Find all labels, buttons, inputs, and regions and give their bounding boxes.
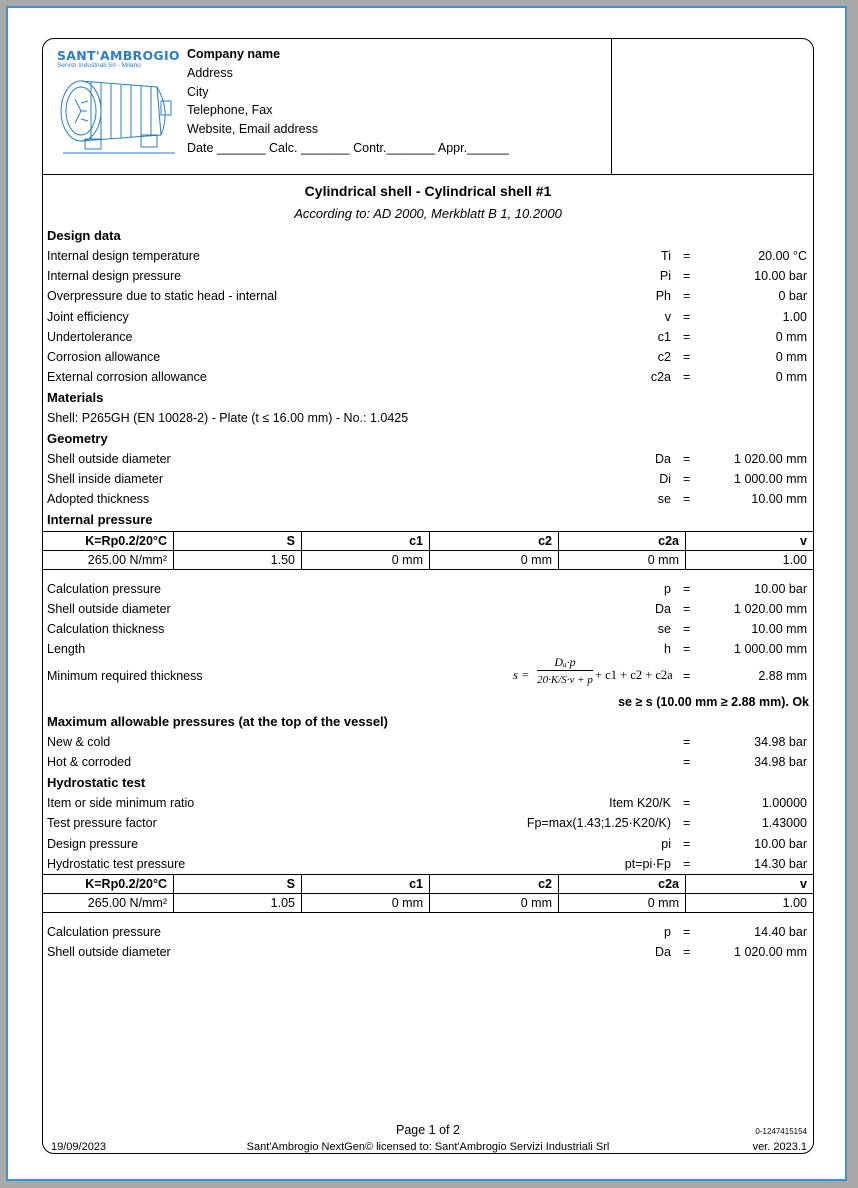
row-equals: = bbox=[683, 642, 691, 656]
table-header-cell: K=Rp0.2/20°C bbox=[85, 534, 167, 548]
formula-rest: + c1 + c2 + c2a bbox=[595, 668, 673, 682]
footer-date: 19/09/2023 bbox=[51, 1141, 107, 1153]
data-row bbox=[47, 619, 807, 639]
row-symbol: pi bbox=[661, 836, 671, 851]
report-subtitle: According to: AD 2000, Merkblatt B 1, 10.2000 bbox=[294, 206, 562, 221]
row-equals: = bbox=[683, 856, 691, 871]
row-label: Overpressure due to static head - internal bbox=[47, 289, 277, 304]
row-symbol: Da bbox=[655, 452, 671, 466]
row-label: Shell outside diameter bbox=[47, 602, 171, 616]
table-divider bbox=[173, 532, 174, 569]
row-value: 34.98 bar bbox=[754, 755, 807, 769]
data-row bbox=[47, 732, 807, 752]
data-row bbox=[47, 449, 807, 469]
row-symbol: c2 bbox=[657, 350, 671, 364]
row-label: Calculation pressure bbox=[47, 925, 161, 939]
row-value: 14.30 bar bbox=[754, 856, 807, 871]
table-header-cell: c2a bbox=[658, 877, 679, 891]
table-divider bbox=[301, 875, 302, 912]
header-divider bbox=[611, 39, 612, 174]
row-value: 1 020.00 mm bbox=[734, 452, 807, 466]
row-value: 10.00 bar bbox=[754, 269, 807, 284]
materials-heading: Materials bbox=[47, 390, 104, 405]
row-value: 0 mm bbox=[775, 350, 807, 364]
row-value: 0 bar bbox=[778, 289, 807, 304]
data-row bbox=[47, 489, 807, 509]
row-equals: = bbox=[683, 492, 691, 506]
data-row bbox=[47, 793, 807, 813]
row-equals: = bbox=[683, 582, 691, 596]
data-row bbox=[47, 307, 807, 327]
table-cell: 0 mm bbox=[301, 550, 429, 568]
row-value: 0 mm bbox=[775, 370, 807, 385]
company-telephone: Telephone, Fax bbox=[187, 103, 273, 118]
table-cell: 0 mm bbox=[558, 550, 685, 568]
min-thickness-value: 2.88 mm bbox=[758, 669, 807, 683]
row-equals: = bbox=[683, 269, 691, 284]
table-header-cell: c1 bbox=[409, 877, 423, 891]
min-thickness-label: Minimum required thickness bbox=[47, 669, 203, 683]
table-cell: 265.00 N/mm² bbox=[43, 550, 173, 568]
row-symbol: Item K20/K bbox=[609, 796, 671, 810]
row-equals: = bbox=[683, 309, 691, 324]
table-cell: 265.00 N/mm² bbox=[43, 893, 173, 911]
table-divider bbox=[558, 875, 559, 912]
company-website: Website, Email address bbox=[187, 122, 319, 137]
row-equals: = bbox=[683, 472, 691, 486]
min-thickness-formula bbox=[513, 655, 673, 697]
row-label: Test pressure factor bbox=[47, 816, 157, 831]
min-thickness-eq: = bbox=[683, 669, 691, 683]
report-header bbox=[43, 39, 813, 175]
row-equals: = bbox=[683, 289, 691, 304]
table-header-cell: S bbox=[286, 534, 295, 548]
logo-subtitle: Servizi Industriali Srl - Milano bbox=[57, 62, 141, 69]
table-header-cell: c1 bbox=[409, 534, 423, 548]
row-equals: = bbox=[683, 350, 691, 364]
row-value: 1 000.00 mm bbox=[734, 642, 807, 656]
row-label: Corrosion allowance bbox=[47, 350, 161, 364]
row-label: Shell inside diameter bbox=[47, 472, 164, 486]
table-header-cell: v bbox=[800, 534, 807, 548]
row-label: Length bbox=[47, 642, 86, 656]
row-label: Undertolerance bbox=[47, 329, 133, 344]
row-value: 10.00 mm bbox=[751, 492, 807, 506]
row-symbol: c2a bbox=[650, 370, 671, 385]
row-value: 20.00 °C bbox=[758, 249, 807, 263]
row-symbol: Fp=max(1.43;1.25·K20/K) bbox=[526, 816, 671, 831]
row-label: Joint efficiency bbox=[47, 309, 129, 324]
formula-lhs: s = bbox=[513, 668, 530, 682]
report-sheet bbox=[42, 38, 814, 1154]
data-row bbox=[47, 813, 807, 833]
row-symbol: Pi bbox=[659, 269, 671, 284]
row-value: 0 mm bbox=[775, 329, 807, 344]
row-equals: = bbox=[683, 249, 691, 263]
table-divider bbox=[685, 875, 686, 912]
row-symbol: se bbox=[657, 492, 671, 506]
row-equals: = bbox=[683, 796, 691, 810]
row-symbol: p bbox=[664, 925, 671, 939]
table-cell: 0 mm bbox=[429, 893, 558, 911]
row-equals: = bbox=[683, 836, 691, 851]
license-text: Sant'Ambrogio NextGen© licensed to: Sant'Ambrogio Servizi Industriali Srl bbox=[246, 1141, 610, 1153]
row-label: Hydrostatic test pressure bbox=[47, 856, 186, 871]
row-value: 1 000.00 mm bbox=[734, 472, 807, 486]
data-row bbox=[47, 266, 807, 286]
row-equals: = bbox=[683, 945, 691, 959]
row-symbol: se bbox=[657, 622, 671, 636]
version-text: ver. 2023.1 bbox=[752, 1141, 807, 1153]
table-header-cell: v bbox=[800, 877, 807, 891]
row-symbol: Di bbox=[659, 472, 671, 486]
data-row bbox=[47, 922, 807, 942]
thickness-check: se ≥ s (10.00 mm ≥ 2.88 mm). Ok bbox=[618, 695, 809, 709]
data-row bbox=[47, 469, 807, 489]
data-row bbox=[47, 599, 807, 619]
row-equals: = bbox=[683, 602, 691, 616]
data-row bbox=[47, 752, 807, 772]
data-row bbox=[47, 942, 807, 962]
table-divider bbox=[173, 875, 174, 912]
data-row bbox=[47, 286, 807, 306]
table-header-cell: K=Rp0.2/20°C bbox=[85, 877, 167, 891]
row-label: Calculation thickness bbox=[47, 622, 165, 636]
internal-pressure-heading: Internal pressure bbox=[47, 512, 153, 527]
row-value: 1 020.00 mm bbox=[734, 945, 807, 959]
heat-exchanger-icon bbox=[57, 73, 181, 157]
design-data-heading: Design data bbox=[47, 228, 121, 243]
max-allowable-heading: Maximum allowable pressures (at the top of the vessel) bbox=[47, 714, 388, 729]
row-symbol: Ph bbox=[655, 289, 671, 304]
row-symbol: Da bbox=[655, 602, 671, 616]
table-cell: 1.05 bbox=[173, 893, 301, 911]
table-header-cell: S bbox=[286, 877, 295, 891]
row-value: 1.00 bbox=[782, 309, 807, 324]
row-label: Internal design temperature bbox=[47, 249, 200, 263]
data-row bbox=[47, 367, 807, 387]
row-value: 10.00 bar bbox=[754, 836, 807, 851]
row-equals: = bbox=[683, 452, 691, 466]
row-value: 10.00 bar bbox=[754, 582, 807, 596]
data-row bbox=[47, 834, 807, 854]
data-row bbox=[47, 327, 807, 347]
row-equals: = bbox=[683, 370, 691, 385]
row-equals: = bbox=[683, 755, 691, 769]
row-symbol: Da bbox=[655, 945, 671, 959]
row-symbol: h bbox=[664, 642, 671, 656]
table-header-cell: c2a bbox=[658, 534, 679, 548]
data-row bbox=[47, 347, 807, 367]
table-divider bbox=[429, 532, 430, 569]
row-value: 1.43000 bbox=[761, 816, 807, 831]
data-row bbox=[47, 579, 807, 599]
row-equals: = bbox=[683, 925, 691, 939]
logo-name: SANT'AMBROGIO bbox=[57, 48, 180, 63]
row-symbol: p bbox=[664, 582, 671, 596]
row-value: 34.98 bar bbox=[754, 735, 807, 749]
table-header-cell: c2 bbox=[538, 877, 552, 891]
row-value: 14.40 bar bbox=[754, 925, 807, 939]
table-divider bbox=[685, 532, 686, 569]
row-symbol: c1 bbox=[657, 329, 671, 344]
table-cell: 1.00 bbox=[685, 893, 813, 911]
row-label: Shell outside diameter bbox=[47, 945, 171, 959]
row-equals: = bbox=[683, 329, 691, 344]
table-divider bbox=[558, 532, 559, 569]
row-label: Internal design pressure bbox=[47, 269, 182, 284]
row-label: External corrosion allowance bbox=[47, 370, 207, 385]
row-label: New & cold bbox=[47, 735, 111, 749]
data-row bbox=[47, 854, 807, 874]
row-value: 1.00000 bbox=[761, 796, 807, 810]
table-cell: 0 mm bbox=[558, 893, 685, 911]
hydrostatic-heading: Hydrostatic test bbox=[47, 775, 146, 790]
row-value: 1 020.00 mm bbox=[734, 602, 807, 616]
min-thickness-row bbox=[47, 666, 807, 686]
row-symbol: v bbox=[664, 309, 671, 324]
company-name: Company name bbox=[187, 47, 281, 61]
data-row bbox=[47, 639, 807, 659]
table-header-cell: c2 bbox=[538, 534, 552, 548]
formula-numerator: Dₐ·p bbox=[537, 655, 593, 671]
data-row bbox=[47, 246, 807, 266]
row-equals: = bbox=[683, 816, 691, 831]
company-info bbox=[187, 45, 509, 158]
row-value: 10.00 mm bbox=[751, 622, 807, 636]
row-equals: = bbox=[683, 735, 691, 749]
table-cell: 0 mm bbox=[429, 550, 558, 568]
company-address: Address bbox=[187, 65, 233, 80]
row-label: Hot & corroded bbox=[47, 755, 132, 769]
table-cell: 1.00 bbox=[685, 550, 813, 568]
company-city: City bbox=[187, 84, 209, 99]
row-symbol: Ti bbox=[661, 249, 671, 263]
report-page bbox=[6, 6, 847, 1181]
row-equals: = bbox=[683, 622, 691, 636]
row-symbol: pt=pi·Fp bbox=[624, 856, 671, 871]
table-divider bbox=[429, 875, 430, 912]
table-cell: 1.50 bbox=[173, 550, 301, 568]
table-divider bbox=[301, 532, 302, 569]
row-label: Calculation pressure bbox=[47, 582, 161, 596]
material-spec: Shell: P265GH (EN 10028-2) - Plate (t ≤ 16.00 mm) - No.: 1.0425 bbox=[47, 411, 409, 425]
geometry-heading: Geometry bbox=[47, 431, 108, 446]
row-label: Item or side minimum ratio bbox=[47, 796, 195, 810]
document-code: 0-1247415154 bbox=[755, 1127, 807, 1136]
table-cell: 0 mm bbox=[301, 893, 429, 911]
internal-pressure-table bbox=[43, 531, 813, 570]
formula-denominator: 20·K/S·v + p bbox=[537, 674, 593, 686]
report-title: Cylindrical shell - Cylindrical shell #1 bbox=[304, 183, 552, 199]
hydrostatic-table bbox=[43, 874, 813, 913]
row-label: Design pressure bbox=[47, 836, 139, 851]
row-label: Adopted thickness bbox=[47, 492, 150, 506]
sign-line: Date _______ Calc. _______ Contr._______ Appr.______ bbox=[187, 140, 509, 155]
page-number: Page 1 of 2 bbox=[396, 1123, 460, 1137]
company-logo bbox=[57, 49, 181, 159]
row-label: Shell outside diameter bbox=[47, 452, 171, 466]
